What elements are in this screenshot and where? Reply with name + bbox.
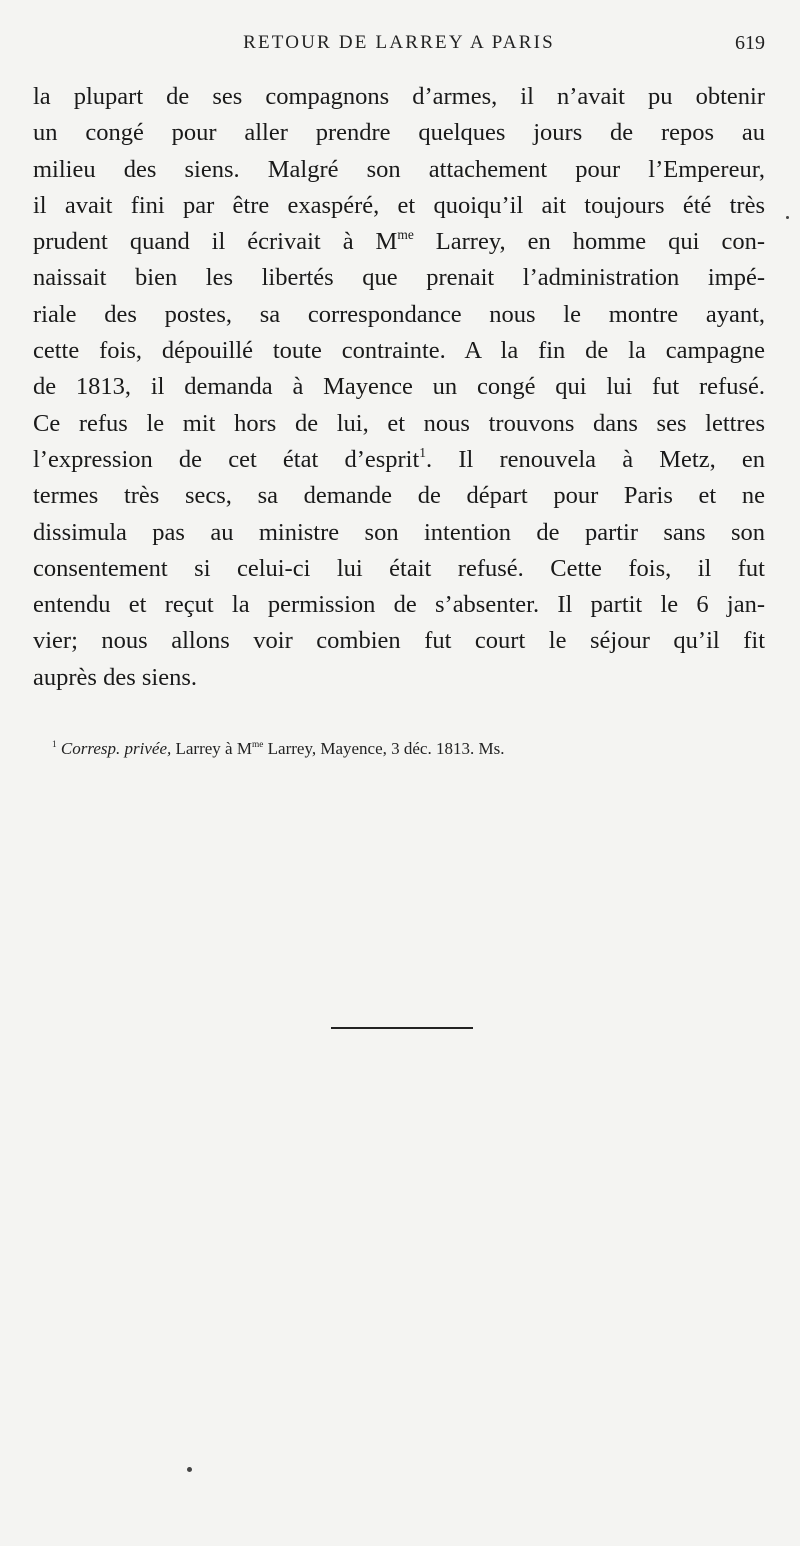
running-title: RETOUR DE LARREY A PARIS — [243, 32, 555, 53]
footnote-marker: 1 — [52, 740, 57, 750]
text-line: auprès des siens. — [33, 663, 197, 691]
footnote-text: Larrey, Mayence, 3 déc. 1813. Ms. — [263, 739, 505, 758]
text-line: un congé pour aller prendre quelques jours de repos au — [33, 119, 765, 147]
text-segment: prudent quand il écrivait à M — [33, 228, 398, 256]
footnote-reference: 1 — [419, 444, 427, 460]
text-segment: Larrey, en homme qui con- — [413, 228, 765, 256]
text-line: Ce refus le mit hors de lui, et nous trouvons dans ses lettres — [33, 409, 765, 437]
text-line: milieu des siens. Malgré son attachement pour l’Empereur, — [33, 155, 765, 183]
text-line: consentement si celui-ci lui était refusé. Cette fois, il fut — [33, 554, 765, 582]
text-line: termes très secs, sa demande de départ pour Paris et ne — [33, 482, 765, 510]
text-segment: l’expression de cet état d’esprit — [33, 445, 420, 473]
text-line: dissimula pas au ministre son intention de partir sans son — [33, 518, 765, 546]
end-rule — [331, 1027, 473, 1029]
text-line: vier; nous allons voir combien fut court le séjour qu’il fit — [33, 627, 765, 655]
footnote — [52, 738, 765, 760]
ink-speck — [187, 1467, 192, 1472]
text-segment: . Il renouvela à Metz, en — [426, 445, 765, 473]
superscript: me — [397, 227, 414, 243]
footnote-text: Larrey à M — [171, 739, 252, 758]
footnote-source: Corresp. privée, — [60, 739, 172, 758]
superscript: me — [251, 740, 264, 750]
text-line — [33, 224, 765, 260]
page-number: 619 — [735, 32, 765, 54]
text-line: de 1813, il demanda à Mayence un congé qui lui fut refusé. — [33, 373, 765, 401]
text-line: entendu et reçut la permission de s’absenter. Il partit le 6 jan- — [33, 591, 765, 619]
body-paragraph — [33, 79, 765, 696]
ink-speck — [786, 216, 789, 219]
text-line: la plupart de ses compagnons d’armes, il n’avait pu obtenir — [33, 83, 765, 110]
text-line: riale des postes, sa correspondance nous le montre ayant, — [33, 300, 765, 328]
text-line: cette fois, dépouillé toute contrainte. A la fin de la campagne — [33, 337, 765, 365]
text-line — [33, 442, 765, 478]
text-line: il avait fini par être exaspéré, et quoiqu’il ait toujours été très — [33, 191, 765, 219]
text-line: naissait bien les libertés que prenait l’administration impé- — [33, 264, 765, 292]
running-head — [33, 32, 765, 60]
